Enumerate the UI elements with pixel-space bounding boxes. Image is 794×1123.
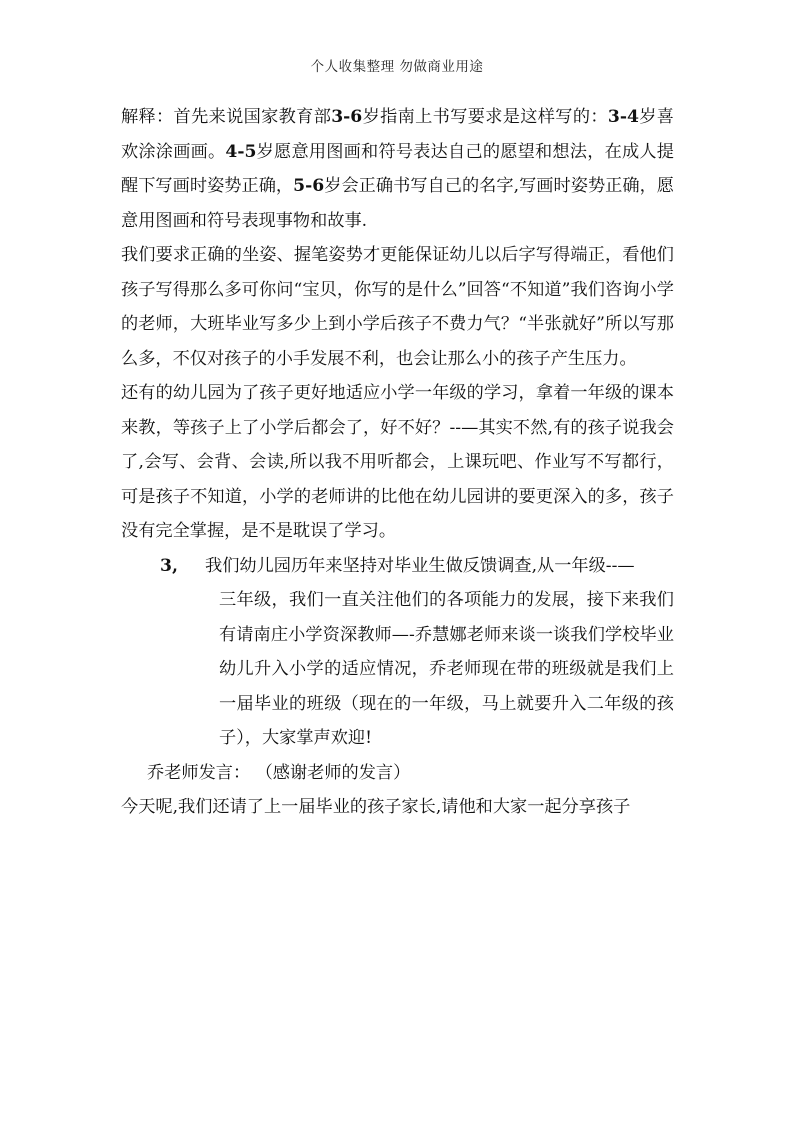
paragraph-kindergarten: 还有的幼儿园为了孩子更好地适应小学一年级的学习，拿着一年级的课本来教，等孩子上了小学后都会了，好不好？--—其实不然,有的孩子说我会了,会写、会背、会读,所以我不用听都会，上课玩吧、作业写不写都行，可是孩子不知道，小学的老师讲的比他在幼儿园讲的要更深入的多，孩子没有完全掌握，是不是耽误了学习。 (121, 383, 674, 541)
list-item-text: 三年级，我们一直关注他们的各项能力的发展，接下来我们有请南庄小学资深教师—-乔慧娜老师来谈一谈我们学校毕业幼儿升入小学的适应情况，乔老师现在带的班级就是我们上一届毕业的班级（现在的一年级，马上就要升入二年级的孩子），大家掌声欢迎! (219, 590, 674, 748)
list-item-3 (121, 549, 674, 756)
page-header: 个人收集整理 勿做商业用途 (310, 59, 484, 75)
speech-line: 乔老师发言： （感谢老师的发言） (147, 762, 411, 783)
paragraph-explanation: 解释：首先来说国家教育部3-6岁指南上书写要求是这样写的：3-4岁喜欢涂涂画画。4-5岁愿意用图画和符号表达自己的愿望和想法，在成人提醒下写画时姿势正确，5-6岁会正确书写自己的名字,写画时姿势正确，愿意用图画和符号表现事物和故事. (121, 107, 674, 231)
paragraph-parents: 今天呢,我们还请了上一届毕业的孩子家长,请他和大家一起分享孩子 (121, 797, 631, 817)
list-number: 3, (160, 555, 178, 576)
document-body (121, 100, 674, 825)
paragraph-posture: 我们要求正确的坐姿、握笔姿势才更能保证幼儿以后字写得端正，看他们孩子写得那么多可你问“宝贝，你写的是什么”回答“不知道”我们咨询小学的老师，大班毕业写多少上到小学后孩子不费力气？“半张就好”所以写那么多，不仅对孩子的小手发展不利，也会让那么小的孩子产生压力。 (121, 245, 674, 369)
list-item-first-line: 我们幼儿园历年来坚持对毕业生做反馈调查,从一年级--— (205, 555, 635, 576)
